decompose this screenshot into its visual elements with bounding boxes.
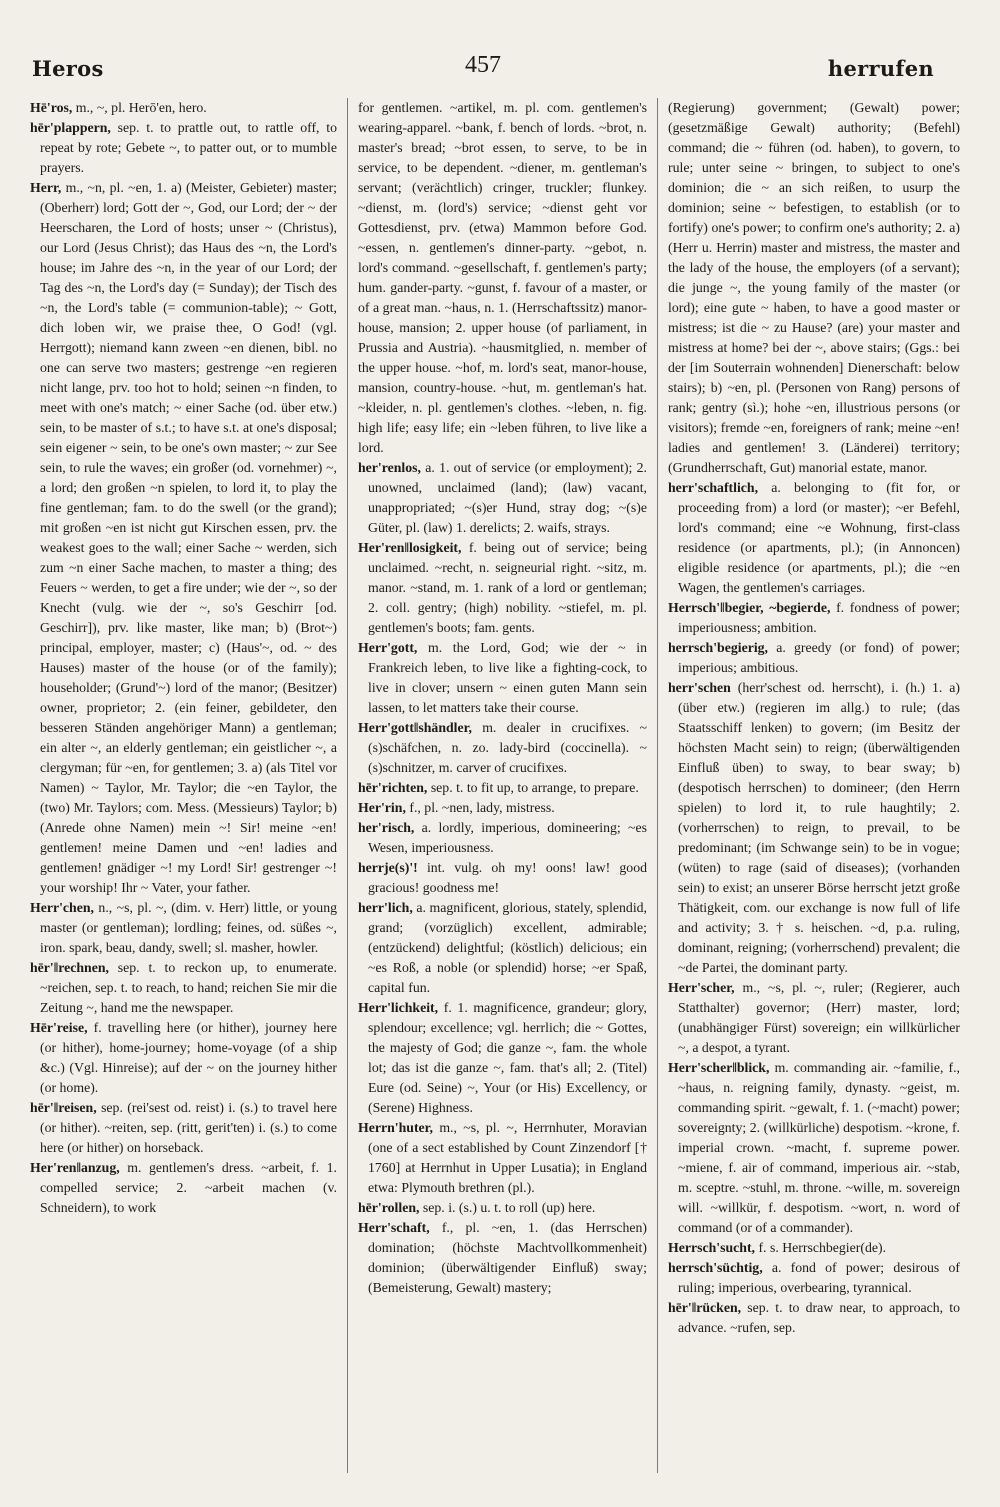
entry-headword: herr'lich, bbox=[358, 900, 413, 915]
dictionary-entry bbox=[668, 638, 960, 678]
entry-definition: a. belonging to (fit for, or proceeding from) a lord (or master); ~er Befehl, lord's command; eine ~e Wohnung, first-class residence (or apartments, pl.); (in Annoncen) eligible residence (or apartments, pl.); die ~en Wagen, the gentlemen's carriages. bbox=[678, 480, 960, 595]
dictionary-entry bbox=[668, 478, 960, 598]
column-divider bbox=[657, 98, 658, 1473]
entry-headword: Herrsch'sucht, bbox=[668, 1240, 755, 1255]
entry-definition: m. the Lord, God; wie der ~ in Frankreich leben, to live like a fighting-cock, to live in clover; unsern ~ einen guten Mann sein lassen, to let matters take their course. bbox=[368, 640, 647, 715]
entry-definition: a. greedy (or fond) of power; imperious; ambitious. bbox=[678, 640, 960, 675]
entry-headword: Herr'scher‖blick, bbox=[668, 1060, 770, 1075]
dictionary-entry bbox=[668, 1298, 960, 1338]
column-2 bbox=[358, 98, 647, 1473]
dictionary-entry bbox=[30, 178, 337, 898]
entry-headword: Herr'scher, bbox=[668, 980, 735, 995]
entry-headword: Herr'gott, bbox=[358, 640, 418, 655]
entry-headword: Herr, bbox=[30, 180, 62, 195]
entry-definition: int. vulg. oh my! oons! law! good gracious! goodness me! bbox=[368, 860, 647, 895]
entry-headword: Herr'lichkeit, bbox=[358, 1000, 439, 1015]
entry-definition: a. fond of power; desirous of ruling; imperious, overbearing, tyrannical. bbox=[678, 1260, 960, 1295]
header-left-catchword: Heros bbox=[32, 56, 104, 81]
dictionary-entry bbox=[358, 718, 647, 778]
entry-headword: Hē'ros, bbox=[30, 100, 73, 115]
entry-definition: a. lordly, imperious, domineering; ~es Wesen, imperiousness. bbox=[368, 820, 647, 855]
entry-definition: sep. t. to fit up, to arrange, to prepare. bbox=[430, 780, 639, 795]
entry-headword: hēr'rollen, bbox=[358, 1200, 420, 1215]
entry-headword: hēr'plappern, bbox=[30, 120, 111, 135]
entry-definition: m. dealer in crucifixes. ~(s)schäfchen, n. zo. lady-bird (coccinella). ~(s)schnitzer, m. carver of crucifixes. bbox=[368, 720, 647, 775]
entry-definition: m. gentlemen's dress. ~arbeit, f. 1. compelled service; 2. ~arbeit machen (v. Schneidern), to work bbox=[40, 1160, 337, 1215]
entry-definition: a. magnificent, glorious, stately, splendid, grand; (vorzüglich) excellent, admirable; (entzückend) delightful; (köstlich) delicious; ein ~es Roß, a noble (or splendid) horse; ~er Spaß, capital fun. bbox=[368, 900, 647, 995]
dictionary-entry bbox=[358, 898, 647, 998]
dictionary-entry bbox=[668, 1238, 960, 1258]
entry-headword: Herr'gott‖shändler, bbox=[358, 720, 472, 735]
dictionary-entry bbox=[358, 98, 647, 458]
entry-definition: f. being out of service; being unclaimed. ~recht, n. seigneurial right. ~sitz, m. manor. ~stand, m. 1. rank of a lord or gentleman; 2. coll. gentry; (high) nobility. ~stiefel, m. pl. gentlemen's boots; fam. gents. bbox=[368, 540, 647, 635]
entry-headword: her'risch, bbox=[358, 820, 415, 835]
entry-headword: Herrn'huter, bbox=[358, 1120, 433, 1135]
entry-headword: herrsch'süchtig, bbox=[668, 1260, 763, 1275]
entry-definition: sep. (rei'sest od. reist) i. (s.) to travel here (or hither). ~reiten, sep. (ritt, gerit'ten) i. (s.) to come here (or hither) on horseback. bbox=[40, 1100, 337, 1155]
entry-definition: m. commanding air. ~familie, f., ~haus, n. reigning family, dynasty. ~geist, m. commanding spirit. ~gewalt, f. 1. (~macht) power; sovereignty; 2. (willkürliche) despotism. ~krone, f. imperial crown. ~macht, f. supreme power. ~miene, f. air of command, imperious air. ~stab, m. sceptre. ~stuhl, m. throne. ~wille, m. sovereign will. ~willkür, f. despotism. ~wort, n. word of command (or of a commander). bbox=[678, 1060, 960, 1235]
dictionary-entry bbox=[358, 1198, 647, 1218]
dictionary-entry bbox=[30, 1098, 337, 1158]
entry-definition: sep. t. to prattle out, to rattle off, to repeat by rote; Gebete ~, to patter out, or to mumble prayers. bbox=[40, 120, 337, 175]
page-header bbox=[32, 52, 934, 92]
page-number: 457 bbox=[465, 52, 501, 78]
entry-definition: f., pl. ~nen, lady, mistress. bbox=[409, 800, 555, 815]
entry-headword: herr'schaftlich, bbox=[668, 480, 759, 495]
dictionary-entry bbox=[668, 678, 960, 978]
entry-definition: sep. t. to reckon up, to enumerate. ~reichen, sep. t. to reach, to hand; reichen Sie mir die Zeitung ~, hand me the newspaper. bbox=[40, 960, 337, 1015]
entry-definition: f. 1. magnificence, grandeur; glory, splendour; excellence; vgl. herrlich; die ~ Gottes, the majesty of God; die ganze ~, fam. the whole lot; das ist die ganze ~, fam. that's all; 2. (Titel) Eure (od. Seine) ~, Your (or His) Excellency, or (Serene) Highness. bbox=[368, 1000, 647, 1115]
text-columns bbox=[30, 98, 960, 1473]
dictionary-entry bbox=[358, 858, 647, 898]
entry-headword: herrsch'begierig, bbox=[668, 640, 769, 655]
entry-definition: (Regierung) government; (Gewalt) power; (gesetzmäßige Gewalt) authority; (Befehl) command; die ~ führen (od. haben), to govern, to rule; unter seine ~ bringen, to subject to one's dominion; die ~ an sich reißen, to usurp the dominion; seine ~ befestigen, to establish (or to fortify) one's power; to confirm one's authority; 2. a) (Herr u. Herrin) master and mistress, the master and the lady of the house, the employers (of a servant); die junge ~, the young family of the master (or lord); eine gute ~ haben, to have a good master or mistress; ist die ~ zu Hause? (are) your master and mistress at home? bei der ~, above stairs; (Ggs.: bei der [im Souterrain wohnenden] Dienerschaft: below stairs); b) ~en, pl. (Personen von Rang) persons of rank; gentry (sì.); hohe ~en, illustrious persons (or visitors); fremde ~en, foreigners of rank; meine ~en! ladies and gentlemen! 3. (Länderei) territory; (Grundherrschaft, Gut) manorial estate, manor. bbox=[668, 100, 960, 475]
dictionary-entry bbox=[358, 1118, 647, 1198]
dictionary-entry bbox=[358, 998, 647, 1118]
entry-definition: m., ~, pl. Herō'en, hero. bbox=[75, 100, 207, 115]
dictionary-entry bbox=[668, 598, 960, 638]
entry-headword: Herrsch'‖begier, ~begierde, bbox=[668, 600, 831, 615]
entry-definition: m., ~s, pl. ~, Herrnhuter, Moravian (one of a sect established by Count Zinzendorf [† 1760] at Herrnhut in Upper Lusatia); in England etwa: Plymouth brethren (pl.). bbox=[368, 1120, 647, 1195]
dictionary-entry bbox=[358, 538, 647, 638]
entry-definition: sep. t. to draw near, to approach, to advance. ~rufen, sep. bbox=[678, 1300, 960, 1335]
header-right-catchword: herrufen bbox=[827, 56, 934, 81]
dictionary-entry bbox=[30, 898, 337, 958]
dictionary-entry bbox=[358, 1218, 647, 1298]
entry-definition: f. travelling here (or hither), journey here (or hither), home-journey; home-voyage (of a ship &c.) (Vgl. Hinreise); auf der ~ on the journey hither (or home). bbox=[40, 1020, 337, 1095]
dictionary-entry bbox=[358, 638, 647, 718]
entry-definition: n., ~s, pl. ~, (dim. v. Herr) little, or young master (or gentleman); lordling; feines, od. süßes ~, iron. spark, beau, dandy, swell; sl. masher, howler. bbox=[40, 900, 337, 955]
entry-headword: hēr'‖rücken, bbox=[668, 1300, 742, 1315]
dictionary-entry bbox=[668, 1058, 960, 1238]
dictionary-entry bbox=[30, 118, 337, 178]
entry-definition: (herr'schest od. herrscht), i. (h.) 1. a) (über etw.) (regieren im allg.) to rule; (das Staatsschiff lenken) to govern; (im Besitz der höchsten Macht sein) to reign; (überwältigenden Einfluß üben) to sway, to bear sway; b) (despotisch herrschen) to domineer; (den Herrn spielen) to lord it, to rule haughtily; 2. (vorherrschen) to reign, to prevail, to be predominant; (im Schwange sein) to be in vogue; (wüten) to rage (said of diseases); (vorhanden sein) to exist; an unserer Börse herrscht jetzt große Thätigkeit, com. our exchange is now full of life and activity; 3. † s. heischen. ~d, p.a. ruling, dominant, reigning; (vorherrschend) prevalent; die ~de Partei, the dominant party. bbox=[678, 680, 960, 975]
dictionary-entry bbox=[668, 1258, 960, 1298]
entry-headword: Her'ren‖losigkeit, bbox=[358, 540, 462, 555]
dictionary-entry bbox=[358, 818, 647, 858]
column-1 bbox=[30, 98, 337, 1473]
entry-definition: a. 1. out of service (or employment); 2. unowned, unclaimed (land); (law) vacant, unappropriated; ~(s)er Hund, stray dog; ~(s)e Güter, pl. (law) 1. derelicts; 2. waifs, strays. bbox=[368, 460, 647, 535]
entry-definition: f. fondness of power; imperiousness; ambition. bbox=[678, 600, 960, 635]
dictionary-entry bbox=[30, 958, 337, 1018]
entry-headword: Herr'chen, bbox=[30, 900, 94, 915]
dictionary-entry bbox=[358, 458, 647, 538]
entry-headword: hēr'‖rechnen, bbox=[30, 960, 109, 975]
dictionary-entry bbox=[30, 1158, 337, 1218]
entry-headword: herr'schen bbox=[668, 680, 731, 695]
entry-headword: hēr'‖reisen, bbox=[30, 1100, 97, 1115]
dictionary-entry bbox=[668, 98, 960, 478]
entry-headword: Hēr'reise, bbox=[30, 1020, 88, 1035]
dictionary-entry bbox=[30, 98, 337, 118]
entry-definition: sep. i. (s.) u. t. to roll (up) here. bbox=[422, 1200, 596, 1215]
dictionary-entry bbox=[358, 798, 647, 818]
column-3 bbox=[668, 98, 960, 1473]
entry-definition: f., pl. ~en, 1. (das Herrschen) domination; (höchste Machtvollkommenheit) dominion; (überwältigender Einfluß) sway; (Bemeisterung, Gewalt) mastery; bbox=[368, 1220, 647, 1295]
entry-headword: herrje(s)'! bbox=[358, 860, 418, 875]
entry-headword: Herr'schaft, bbox=[358, 1220, 430, 1235]
column-divider bbox=[347, 98, 348, 1473]
entry-headword: her'renlos, bbox=[358, 460, 421, 475]
entry-definition: f. s. Herrschbegier(de). bbox=[758, 1240, 887, 1255]
dictionary-entry bbox=[668, 978, 960, 1058]
dictionary-entry bbox=[358, 778, 647, 798]
entry-definition: m., ~s, pl. ~, ruler; (Regierer, auch Statthalter) governor; (Herr) master, lord; (unabhängiger Fürst) sovereign; ein willkürlicher ~, a despot, a tyrant. bbox=[678, 980, 960, 1055]
entry-definition: m., ~n, pl. ~en, 1. a) (Meister, Gebieter) master; (Oberherr) lord; Gott der ~, God, our Lord; der ~ der Heerscharen, the Lord of hosts; unser ~ (Christus), our Lord (Jesus Christ); das Haus des ~n, the Lord's house; im Jahre des ~n, in the year of our Lord; der Tag des ~n, the Lord's day (= Sunday); der Tisch des ~n, the Lord's table (= communion-table); ~ Gott, dich loben wir, we praise thee, O God! (vgl. Herrgott); niemand kann zween ~en dienen, bibl. no one can serve two masters; gestrenge ~en regieren nicht lange, prv. too hot to hold; seinen ~n finden, to meet with one's match; ~ einer Sache (od. über etw.) sein, to be master of s.t.; to have s.t. at one's disposal; sein eigener ~ sein, to be one's own master; ~ zur See sein, to rule the waves; ein großer (od. vornehmer) ~, a lord; den großen ~n spielen, to lord it, to play the fine gentleman; fam. to do the swell (or the grand); mit großen ~en ist nicht gut Kirschen essen, prv. the weakest goes to the wall; einer Sache ~ werden, sich zum ~n einer Sache machen, to master a thing; des Feuers ~ werden, to get a fire under; wie der ~, so der Knecht (vulg. wie der ~, so's Geschirr [od. Geschirr]), prv. like master, like man; b) (Brot~) principal, employer, master; c) (Haus'~, od. ~ des Hauses) master of the house (or of the family); householder; (Grund'~) lord of the manor; (Besitzer) owner, proprietor; 2. (ein feiner, gebildeter, den besseren Ständen angehöriger Mann) a gentleman; ein alter ~, an elderly gentleman; ein geistlicher ~, a clergyman; für ~en, for gentlemen; 3. a) (als Titel vor Namen) ~ Taylor, Mr. Taylor; die ~en Taylor, the (two) Mr. Taylors; com. Mess. (Messieurs) Taylor; b) (Anrede ohne Namen) mein ~! Sir! meine ~en! gentlemen! meine Damen und ~en! ladies and gentlemen! gnädiger ~! my Lord! Sir! gestrenger ~! your worship! Ihr ~ Vater, your father. bbox=[40, 180, 337, 895]
entry-headword: hēr'richten, bbox=[358, 780, 428, 795]
entry-definition: for gentlemen. ~artikel, m. pl. com. gentlemen's wearing-apparel. ~bank, f. bench of lords. ~brot, n. master's bread; ~brot essen, to serve, to be in service, to be dependent. ~diener, m. gentleman's servant; (verächtlich) cringer, truckler; flunkey. ~dienst, m. (lord's) service; ~dienst geht vor Gottesdienst, prv. (etwa) Mammon before God. ~essen, n. gentlemen's dinner-party. ~gebot, n. lord's command. ~gesellschaft, f. gentlemen's party; hum. gander-party. ~gunst, f. favour of a master, or of a great man. ~haus, n. 1. (Herrschaftssitz) manor-house, mansion; 2. upper house (of parliament, in Prussia and Austria). ~hausmitglied, n. member of the upper house. ~hof, m. lord's seat, manor-house, mansion, country-house. ~hut, m. gentleman's hat. ~kleider, n. pl. gentlemen's clothes. ~leben, n. fig. high life; easy life; ein ~leben führen, to live like a lord. bbox=[358, 100, 647, 455]
dictionary-entry bbox=[30, 1018, 337, 1098]
entry-headword: Her'rin, bbox=[358, 800, 406, 815]
entry-headword: Her'ren‖anzug, bbox=[30, 1160, 120, 1175]
